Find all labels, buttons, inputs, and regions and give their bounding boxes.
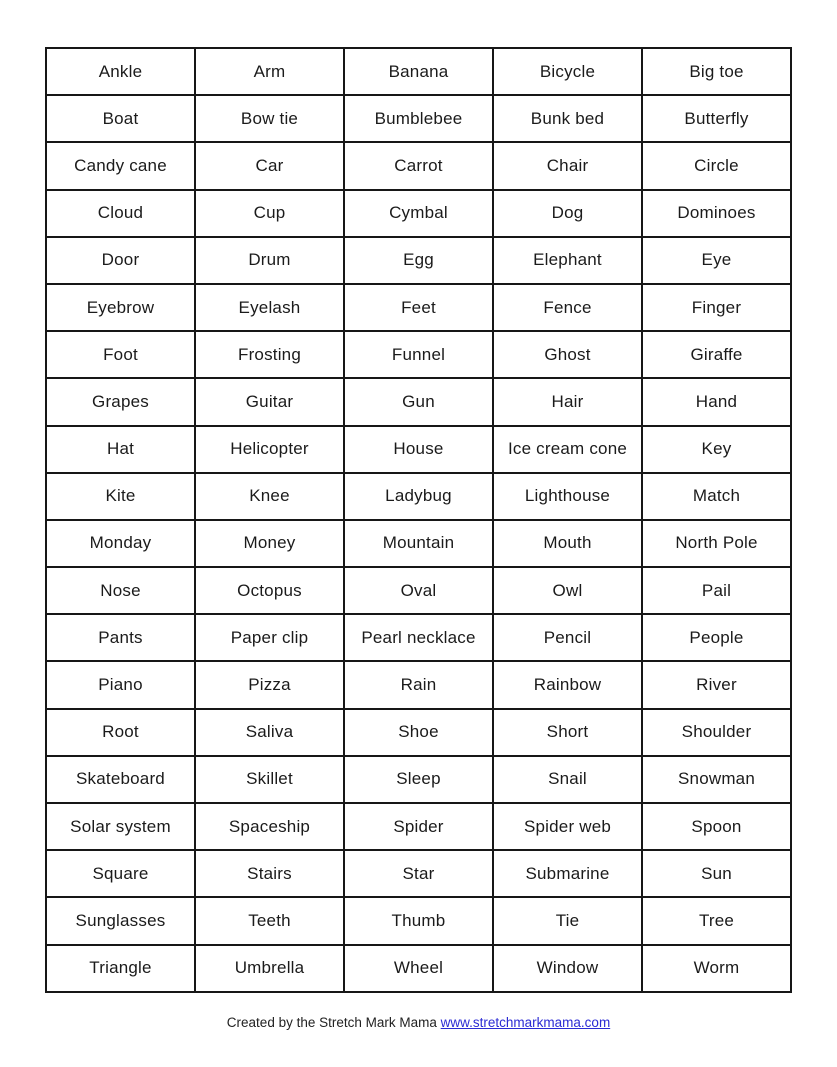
word-cell: Hat [46, 426, 195, 473]
word-cell: Pants [46, 614, 195, 661]
word-cell: Shoulder [642, 709, 791, 756]
word-cell: Triangle [46, 945, 195, 992]
word-cell: Match [642, 473, 791, 520]
word-cell: Kite [46, 473, 195, 520]
word-cell: Ice cream cone [493, 426, 642, 473]
table-row [46, 237, 791, 284]
word-cell: Mouth [493, 520, 642, 567]
word-cell: Funnel [344, 331, 493, 378]
word-cell: Nose [46, 567, 195, 614]
word-cell: Spider web [493, 803, 642, 850]
word-cell: Teeth [195, 897, 344, 944]
word-cell: Cymbal [344, 190, 493, 237]
word-cell: Hair [493, 378, 642, 425]
word-cell: Rain [344, 661, 493, 708]
word-cell: Butterfly [642, 95, 791, 142]
word-cell: Root [46, 709, 195, 756]
word-cell: Hand [642, 378, 791, 425]
word-cell: Cup [195, 190, 344, 237]
word-cell: Umbrella [195, 945, 344, 992]
word-cell: Eye [642, 237, 791, 284]
word-cell: Fence [493, 284, 642, 331]
word-cell: Rainbow [493, 661, 642, 708]
word-table-body [46, 48, 791, 992]
word-cell: Octopus [195, 567, 344, 614]
word-cell: Worm [642, 945, 791, 992]
word-cell: Square [46, 850, 195, 897]
word-cell: Frosting [195, 331, 344, 378]
word-cell: Submarine [493, 850, 642, 897]
word-cell: Big toe [642, 48, 791, 95]
table-row [46, 803, 791, 850]
word-cell: Snail [493, 756, 642, 803]
credit-link[interactable]: www.stretchmarkmama.com [440, 1015, 611, 1030]
word-cell: Bumblebee [344, 95, 493, 142]
word-cell: Spoon [642, 803, 791, 850]
table-row [46, 520, 791, 567]
word-cell: Pencil [493, 614, 642, 661]
word-cell: Paper clip [195, 614, 344, 661]
table-row [46, 756, 791, 803]
word-cell: Lighthouse [493, 473, 642, 520]
word-cell: People [642, 614, 791, 661]
word-cell: Ladybug [344, 473, 493, 520]
table-row [46, 331, 791, 378]
word-cell: Pail [642, 567, 791, 614]
word-cell: Cloud [46, 190, 195, 237]
word-cell: Gun [344, 378, 493, 425]
word-cell: Snowman [642, 756, 791, 803]
credit-text: Created by the Stretch Mark Mama [226, 1015, 437, 1030]
word-table [45, 47, 792, 993]
word-cell: Finger [642, 284, 791, 331]
word-cell: Owl [493, 567, 642, 614]
word-cell: Skateboard [46, 756, 195, 803]
word-cell: Saliva [195, 709, 344, 756]
word-cell: Ankle [46, 48, 195, 95]
word-cell: Tie [493, 897, 642, 944]
word-cell: Sun [642, 850, 791, 897]
word-cell: Sleep [344, 756, 493, 803]
word-cell: Solar system [46, 803, 195, 850]
word-cell: Door [46, 237, 195, 284]
word-cell: Drum [195, 237, 344, 284]
table-row [46, 661, 791, 708]
word-cell: Helicopter [195, 426, 344, 473]
word-cell: Short [493, 709, 642, 756]
word-cell: Piano [46, 661, 195, 708]
word-cell: Money [195, 520, 344, 567]
word-cell: Skillet [195, 756, 344, 803]
table-row [46, 614, 791, 661]
word-cell: Ghost [493, 331, 642, 378]
word-cell: Bunk bed [493, 95, 642, 142]
word-cell: Mountain [344, 520, 493, 567]
table-row [46, 284, 791, 331]
table-row [46, 48, 791, 95]
word-cell: Stairs [195, 850, 344, 897]
word-cell: Wheel [344, 945, 493, 992]
table-row [46, 142, 791, 189]
word-cell: Giraffe [642, 331, 791, 378]
table-row [46, 850, 791, 897]
word-cell: House [344, 426, 493, 473]
word-cell: Eyelash [195, 284, 344, 331]
word-cell: Tree [642, 897, 791, 944]
word-cell: Feet [344, 284, 493, 331]
word-cell: Knee [195, 473, 344, 520]
word-cell: Pizza [195, 661, 344, 708]
word-cell: Candy cane [46, 142, 195, 189]
word-cell: Star [344, 850, 493, 897]
word-cell: Arm [195, 48, 344, 95]
table-row [46, 897, 791, 944]
table-row [46, 426, 791, 473]
table-row [46, 378, 791, 425]
table-row [46, 473, 791, 520]
word-cell: Banana [344, 48, 493, 95]
table-row [46, 190, 791, 237]
word-cell: Eyebrow [46, 284, 195, 331]
word-cell: North Pole [642, 520, 791, 567]
word-cell: Pearl necklace [344, 614, 493, 661]
footer-credit [0, 1015, 837, 1030]
table-row [46, 945, 791, 992]
word-cell: Guitar [195, 378, 344, 425]
word-cell: Grapes [46, 378, 195, 425]
word-cell: Bicycle [493, 48, 642, 95]
word-cell: Car [195, 142, 344, 189]
word-cell: Carrot [344, 142, 493, 189]
word-cell: Key [642, 426, 791, 473]
word-cell: Egg [344, 237, 493, 284]
table-row [46, 709, 791, 756]
table-row [46, 567, 791, 614]
table-row [46, 95, 791, 142]
word-cell: Bow tie [195, 95, 344, 142]
word-cell: Dominoes [642, 190, 791, 237]
word-cell: River [642, 661, 791, 708]
word-cell: Window [493, 945, 642, 992]
word-cell: Circle [642, 142, 791, 189]
word-cell: Sunglasses [46, 897, 195, 944]
word-cell: Boat [46, 95, 195, 142]
word-cell: Chair [493, 142, 642, 189]
word-cell: Elephant [493, 237, 642, 284]
word-cell: Spider [344, 803, 493, 850]
word-cell: Shoe [344, 709, 493, 756]
word-cell: Thumb [344, 897, 493, 944]
word-cell: Dog [493, 190, 642, 237]
word-cell: Monday [46, 520, 195, 567]
word-cell: Foot [46, 331, 195, 378]
word-cell: Spaceship [195, 803, 344, 850]
word-cell: Oval [344, 567, 493, 614]
